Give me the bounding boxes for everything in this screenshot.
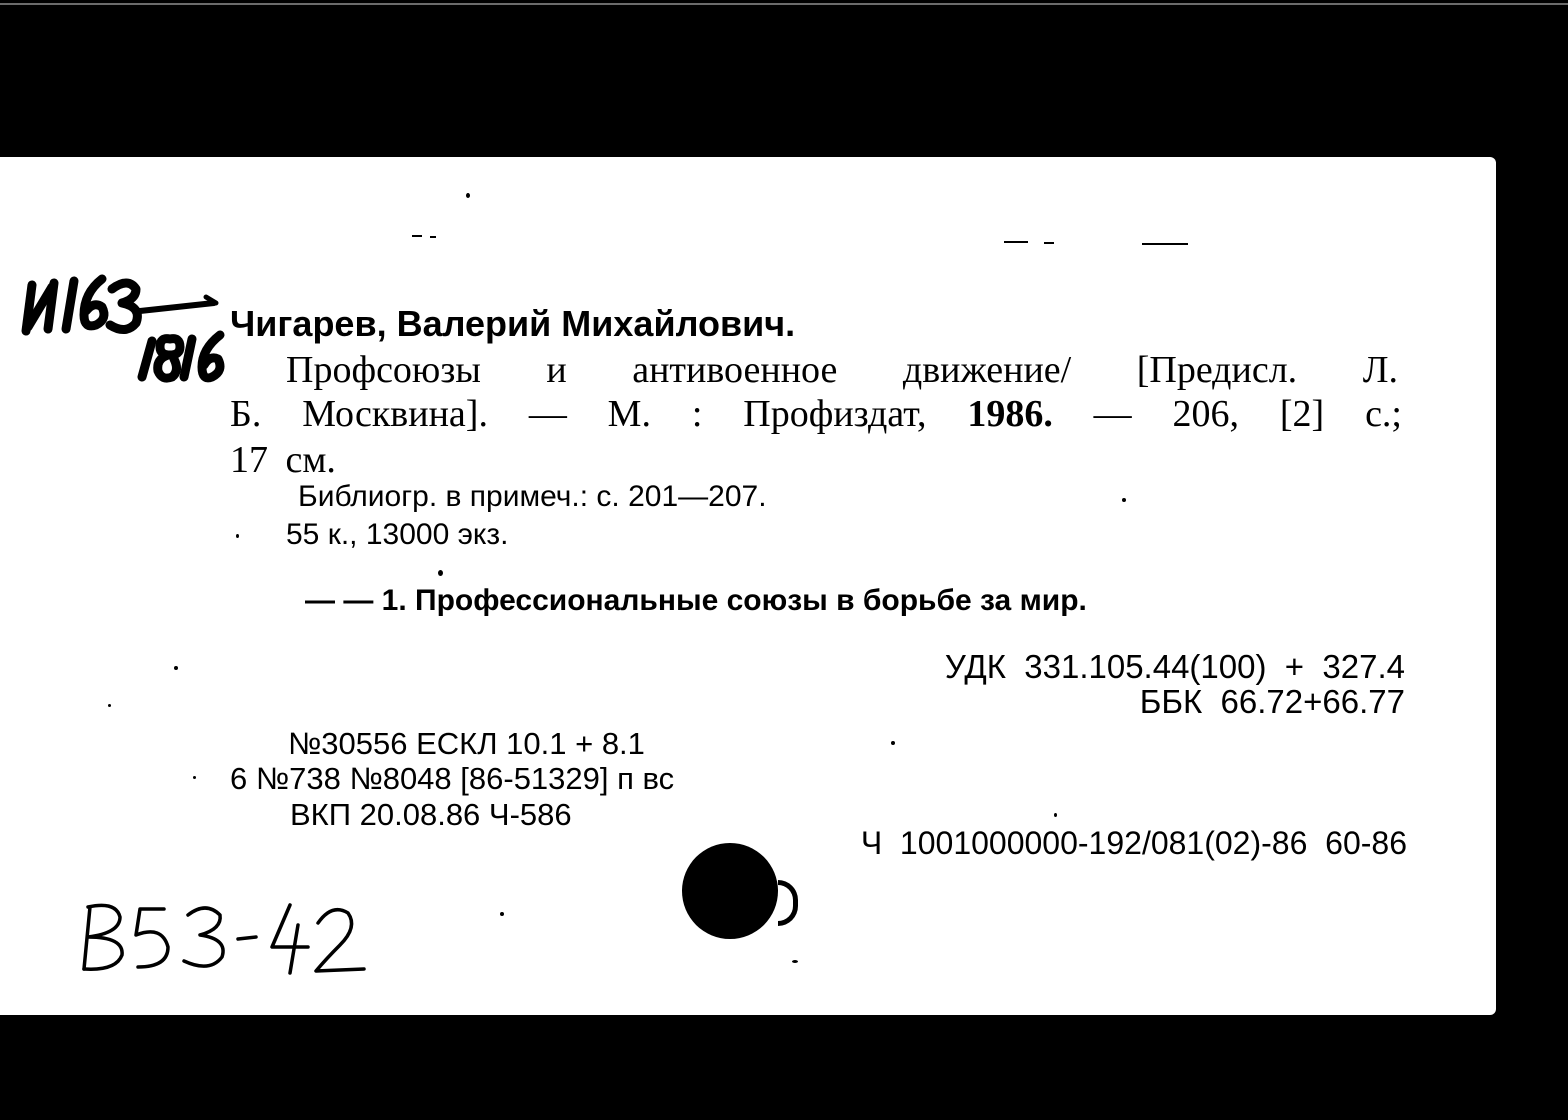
tech-line-3: ВКП 20.08.86 Ч-586: [290, 797, 572, 832]
title-word: движение/: [902, 349, 1072, 391]
speck: [1054, 813, 1057, 817]
title-word: и: [546, 349, 567, 391]
speck: [466, 193, 470, 198]
tech-line-2: 6 №738 №8048 [86-51329] п вс: [230, 761, 675, 796]
isbn-code: Ч 1001000000-192/081(02)-86 60-86: [860, 825, 1407, 861]
tech-line-1: №30556 ЕСКЛ 10.1 + 8.1: [288, 726, 645, 761]
punch-hole: [682, 843, 778, 939]
speck: [430, 236, 436, 238]
speck: [438, 570, 443, 576]
title-line-2: [230, 395, 1402, 433]
speck: [1044, 242, 1054, 244]
speck: [500, 912, 504, 916]
title-word: с.;: [1365, 393, 1402, 435]
title-word: антивоенное: [632, 349, 838, 391]
speck: [236, 534, 239, 538]
author-heading: Чигарев, Валерий Михайлович.: [230, 303, 796, 344]
title-word: Б.: [230, 393, 262, 435]
speck: [108, 704, 111, 707]
title-word: [Предисл.: [1136, 349, 1298, 391]
title-word: —: [1093, 393, 1132, 435]
subject-heading: — — 1. Профессиональные союзы в борьбе за мир.: [305, 584, 1087, 617]
speck: [412, 235, 422, 237]
price-and-print-run: 55 к., 13000 экз.: [286, 518, 509, 551]
scan-top-edge: [0, 3, 1568, 5]
speck: [1122, 498, 1126, 502]
handwritten-call-number: [18, 263, 233, 393]
title-word: 1986.: [967, 393, 1053, 435]
udk-code: УДК 331.105.44(100) + 327.4: [944, 648, 1405, 685]
speck: [193, 776, 196, 779]
speck: [891, 741, 895, 745]
title-word: Л.: [1362, 349, 1398, 391]
title-line-1: [286, 351, 1398, 389]
bibliography-note: Библиогр. в примеч.: с. 201—207.: [298, 480, 767, 513]
speck: [1142, 243, 1188, 245]
title-word: —: [528, 393, 567, 435]
speck: [1004, 241, 1028, 243]
title-word: [2]: [1279, 393, 1325, 435]
title-word: Профсоюзы: [286, 349, 481, 391]
title-word: :: [691, 393, 703, 435]
catalog-card: [0, 157, 1496, 1015]
speck: [792, 960, 798, 963]
hole-fragment: [778, 880, 798, 926]
title-word: Профиздат,: [743, 393, 927, 435]
title-word: М.: [607, 393, 651, 435]
handwritten-shelf-mark: [76, 897, 376, 979]
bbk-code: ББК 66.72+66.77: [1139, 683, 1405, 720]
title-word: 206,: [1172, 393, 1240, 435]
speck: [174, 666, 178, 670]
title-word: Москвина].: [302, 393, 488, 435]
title-line-3: 17 см.: [230, 439, 336, 481]
